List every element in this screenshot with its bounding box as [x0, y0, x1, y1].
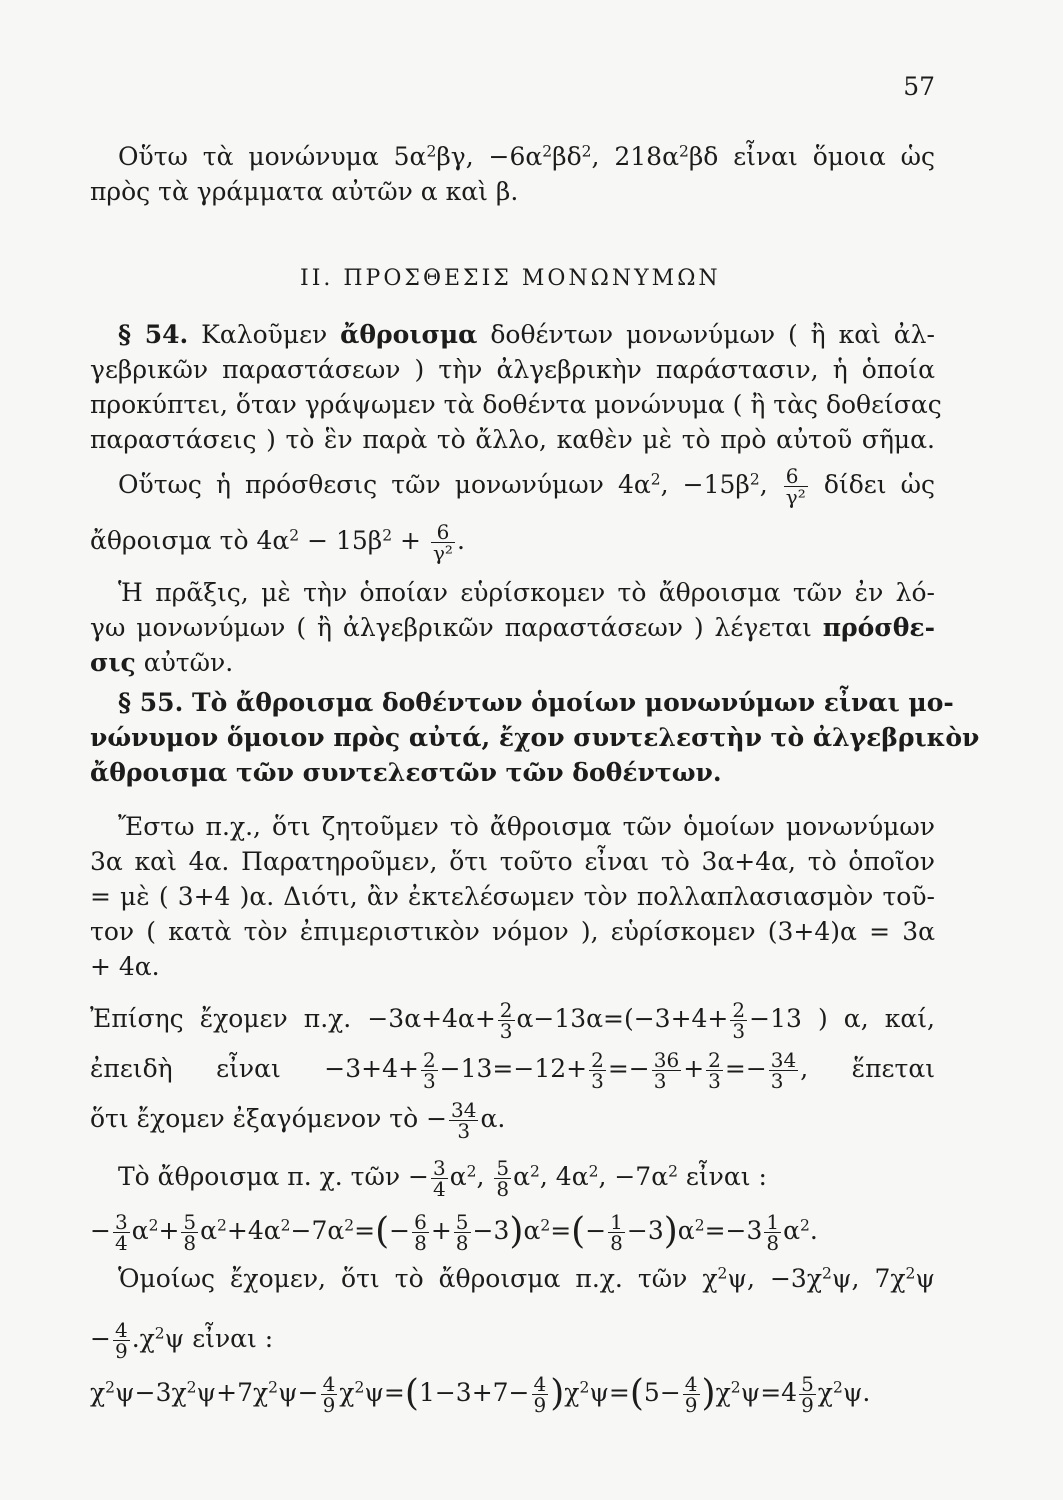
s54-line-3: προκύπτει, ὅταν γράψωμεν τὰ δοθέντα μονώνυμα ( ἢ τὰς δοθείσας: [90, 390, 942, 419]
intro-line-2: πρὸς τὰ γράμματα αὐτῶν α καὶ β.: [90, 177, 519, 206]
s54-sum-line: ἄθροισμα τὸ $4\alpha^2 - 15\beta^2$ + $\frac{6}{\text{γ²}}$ .: [90, 520, 465, 565]
s54-line-1: § 54. Καλοῦμεν ἄθροισμα δοθέντων μονωνύμων ( ἢ καὶ ἀλ-: [118, 320, 935, 349]
fraction: $\frac{3}{4}$: [432, 1156, 446, 1201]
fraction: $\frac{2}{3}$: [499, 998, 513, 1043]
fraction: $\frac{1}{8}$: [766, 1210, 780, 1255]
fraction: $\frac{6}{8}$: [414, 1210, 427, 1255]
fraction: $\frac{34}{3}$: [451, 1098, 477, 1143]
intro-line-1: Οὕτω τὰ μονώνυμα $5\alpha^2\beta\gamma$, $-6\alpha^2\beta\delta^2$, $218\alpha^2\beta\delta$ εἶναι ὅμοια ὡς: [118, 142, 935, 171]
fraction: $\frac{36}{3}$: [653, 1048, 680, 1093]
fraction: $\frac{2}{3}$: [732, 998, 746, 1043]
s54-example-line: Οὕτως ἡ πρόσθεσις τῶν μονωνύμων $4\alpha^2$, $-15\beta^2$, $\frac{6}{\text{γ²}}$ δίδει ὡς: [118, 464, 936, 509]
p1-line-4: τον ( κατὰ τὸν ἐπιμεριστικὸν νόμον ), εὑρίσκομεν (3+4)α = 3α: [90, 917, 935, 946]
fraction: $\frac{4}{9}$: [114, 1318, 128, 1363]
s54-line-4: παραστάσεις ) τὸ ἓν παρὰ τὸ ἄλλο, καθὲν μὲ τὸ πρὸ αὐτοῦ σῆμα.: [90, 425, 935, 454]
fraction: $\frac{4}{9}$: [684, 1372, 698, 1417]
fraction: $\frac{3}{4}$: [114, 1210, 128, 1255]
fraction: $\frac{2}{3}$: [422, 1048, 436, 1093]
p2-line-3: ὅτι ἔχομεν ἐξαγόμενον τὸ − $\frac{34}{3}$ α.: [90, 1098, 506, 1143]
section-heading: ΙΙ. ΠΡΟΣΘΕΣΙΣ ΜΟΝΩΝΥΜΩΝ: [300, 266, 721, 291]
fraction: $\frac{5}{9}$: [801, 1372, 814, 1417]
p4-line-3: $\chi^2\psi-3\chi^2\psi+7\chi^2\psi-$ $\frac{4}{9}$ $\chi^2\psi=(1-3+7-$ $\frac{4}{9}$ )$\chi^2\psi=(5-$ $\frac{4}{9}$ )$\chi^2\psi=4$ $\frac{5}{9}$ $\chi^2\psi$.: [90, 1372, 871, 1417]
p2-line-1: Ἐπίσης ἔχομεν π.χ. −3α+4α+ $\frac{2}{3}$ α−13α=(−3+4+ $\frac{2}{3}$ −13 ) α, καί,: [90, 998, 935, 1043]
s55-line-1: § 55. Τὸ ἄθροισμα δοθέντων ὁμοίων μονωνύμων εἶναι μο-: [118, 688, 954, 717]
s55-line-3: ἄθροισμα τῶν συντελεστῶν τῶν δοθέντων.: [90, 758, 722, 787]
fraction: $\frac{6}{\text{γ²}}$: [785, 464, 806, 509]
fraction: $\frac{6}{\text{γ²}}$: [432, 520, 453, 565]
p1-line-2: 3α καὶ 4α. Παρατηροῦμεν, ὅτι τοῦτο εἶναι τὸ 3α+4α, τὸ ὁποῖον: [90, 847, 935, 876]
fraction: $\frac{1}{8}$: [610, 1210, 623, 1255]
fraction: $\frac{2}{3}$: [708, 1048, 721, 1093]
p4-line-2: − $\frac{4}{9}$ $.\chi^2\psi$ εἶναι :: [90, 1318, 274, 1363]
p1-line-3: = μὲ ( 3+4 )α. Διότι, ἂν ἐκτελέσωμεν τὸν πολλαπλασιασμὸν τοῦ-: [90, 882, 935, 911]
p3-line-1: Τὸ ἄθροισμα π. χ. τῶν − $\frac{3}{4}$ $\alpha^2$, $\frac{5}{8}$ $\alpha^2$, $4\alpha^2$, $-7\alpha^2$ εἶναι :: [118, 1156, 767, 1201]
p1-line-1: Ἔστω π.χ., ὅτι ζητοῦμεν τὸ ἄθροισμα τῶν ὁμοίων μονωνύμων: [118, 812, 935, 841]
s54-operation-line-2: γω μονωνύμων ( ἢ ἀλγεβρικῶν παραστάσεων ) λέγεται πρόσθε-: [90, 613, 935, 642]
fraction: $\frac{5}{8}$: [455, 1210, 469, 1255]
s55-line-2: νώνυμον ὅμοιον πρὸς αὐτά, ἔχον συντελεστὴν τὸ ἀλγεβρικὸν: [90, 723, 980, 752]
fraction: $\frac{4}{9}$: [322, 1372, 336, 1417]
fraction: $\frac{34}{3}$: [770, 1048, 797, 1093]
s54-operation-line-3: σις αὐτῶν.: [90, 648, 234, 677]
s54-operation-line-1: Ἡ πρᾶξις, μὲ τὴν ὁποίαν εὑρίσκομεν τὸ ἄθροισμα τῶν ἐν λό-: [118, 578, 935, 607]
p3-line-2: − $\frac{3}{4}$ $\alpha^2+$ $\frac{5}{8}$ $\alpha^2+4\alpha^2-7\alpha^2=(-$ $\frac{6}{8}$ + $\frac{5}{8}$ $-3)\alpha^2=(-$ $\frac{1}{8}$ $-3)\alpha^2=-3$ $\frac{1}{8}$ $\alpha^2$.: [90, 1210, 818, 1255]
s54-line-2: γεβρικῶν παραστάσεων ) τὴν ἀλγεβρικὴν παράστασιν, ἡ ὁποία: [90, 355, 935, 384]
fraction: $\frac{2}{3}$: [591, 1048, 604, 1093]
fraction: $\frac{4}{9}$: [533, 1372, 547, 1417]
p2-line-2: ἐπειδὴ εἶναι −3+4+ $\frac{2}{3}$ −13=−12+ $\frac{2}{3}$ =− $\frac{36}{3}$ + $\frac{2}{3}$ =− $\frac{34}{3}$ , ἕπεται: [90, 1048, 935, 1093]
page-number: 57: [903, 72, 935, 101]
p1-line-5: + 4α.: [90, 952, 160, 981]
p4-line-1: Ὁμοίως ἔχομεν, ὅτι τὸ ἄθροισμα π.χ. τῶν $\chi^2\psi$, $-3\chi^2\psi$, $7\chi^2\psi$: [118, 1264, 936, 1293]
fraction: $\frac{5}{8}$: [183, 1210, 197, 1255]
fraction: $\frac{5}{8}$: [496, 1156, 510, 1201]
